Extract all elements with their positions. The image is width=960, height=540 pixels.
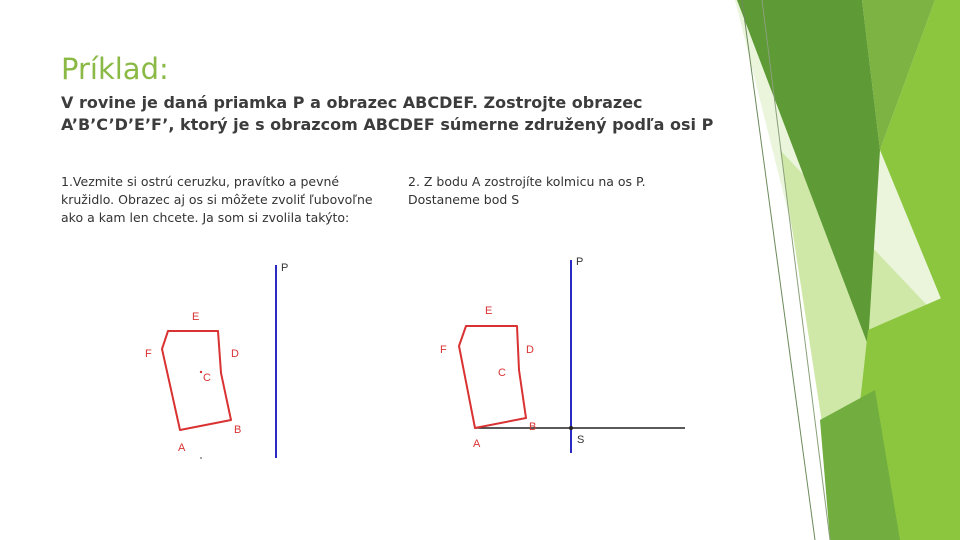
figure-2 [430, 250, 690, 460]
small-dot [200, 457, 202, 459]
label-s: S [577, 434, 585, 446]
label-f: F [145, 348, 152, 360]
step-1-line-2: kružidlo. Obrazec aj os si môžete zvoliť ľubovoľne [61, 192, 373, 207]
label-c: C [203, 372, 211, 384]
label-b: B [234, 424, 242, 436]
label-e: E [485, 305, 493, 317]
label-c: C [498, 367, 506, 379]
polygon-abcdef [459, 326, 526, 428]
polygon-abcdef [162, 331, 231, 430]
subtitle-line-1: V rovine je daná priamka P a obrazec ABCDEF. Zostrojte obrazec [61, 93, 643, 112]
step-1-line-3: ako a kam len chcete. Ja som si zvolila takýto: [61, 210, 350, 225]
label-e: E [192, 311, 200, 323]
step-2-line-2: Dostaneme bod S [408, 192, 520, 207]
label-b: B [529, 421, 537, 433]
point-c [200, 371, 202, 373]
slide-title: Príklad: [61, 52, 169, 86]
step-2-line-1: 2. Z bodu A zostrojíte kolmicu na os P. [408, 174, 646, 189]
label-d: D [231, 348, 239, 360]
label-d: D [526, 344, 534, 356]
axis-p-label: P [281, 262, 289, 274]
axis-p-label: P [576, 256, 584, 268]
label-f: F [440, 344, 447, 356]
figure-1 [135, 255, 295, 465]
slide-subtitle [61, 92, 713, 136]
label-a: A [473, 438, 481, 450]
step-2-text [408, 173, 646, 209]
subtitle-line-2: A’B’C’D’E’F’, ktorý je s obrazcom ABCDEF súmerne združený podľa osi P [61, 115, 714, 134]
point-s [569, 426, 573, 430]
step-1-text [61, 173, 373, 227]
label-a: A [178, 442, 186, 454]
step-1-line-1: 1.Vezmite si ostrú ceruzku, pravítko a pevné [61, 174, 340, 189]
